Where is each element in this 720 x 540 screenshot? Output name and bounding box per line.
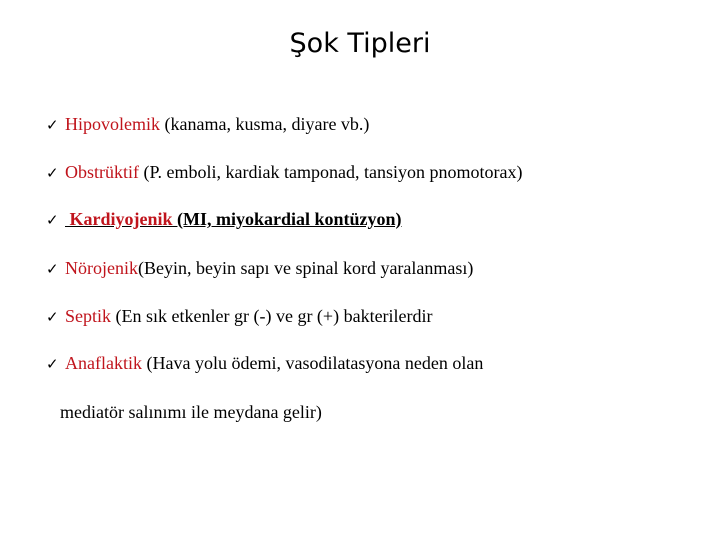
- list-item-obstruktif: [46, 161, 522, 184]
- item-description: (kanama, kusma, diyare vb.): [160, 114, 370, 134]
- list-item-anaflaktik: [46, 352, 483, 375]
- item-term: Septik: [65, 306, 112, 326]
- item-term: Anaflaktik: [65, 353, 142, 373]
- checkmark-icon: ✓: [46, 211, 59, 229]
- list-item-kardiyojenik: [46, 208, 402, 231]
- item-description: (P. emboli, kardiak tamponad, tansiyon pnomotorax): [139, 162, 523, 182]
- item-term: Nörojenik: [65, 258, 138, 278]
- checkmark-icon: ✓: [46, 164, 59, 182]
- checkmark-icon: ✓: [46, 355, 59, 373]
- anaflaktik-continuation: mediatör salınımı ile meydana gelir): [60, 402, 322, 422]
- item-description: (En sık etkenler gr (-) ve gr (+) bakterilerdir: [111, 306, 433, 326]
- item-term: Obstrüktif: [65, 162, 139, 182]
- checkmark-icon: ✓: [46, 116, 59, 134]
- list-item-norojenik: [46, 257, 473, 280]
- item-description: (Beyin, beyin sapı ve spinal kord yaralanması): [137, 258, 474, 278]
- item-term: Hipovolemik: [65, 114, 160, 134]
- list-item-septik: [46, 305, 433, 328]
- checkmark-icon: ✓: [46, 308, 59, 326]
- item-description: (MI, miyokardial kontüzyon): [172, 209, 402, 229]
- slide-title: Şok Tipleri: [289, 28, 431, 59]
- item-term: Kardiyojenik: [65, 209, 173, 229]
- checkmark-icon: ✓: [46, 260, 59, 278]
- list-item-hipovolemik: [46, 113, 369, 136]
- item-description: (Hava yolu ödemi, vasodilatasyona neden olan: [141, 353, 484, 373]
